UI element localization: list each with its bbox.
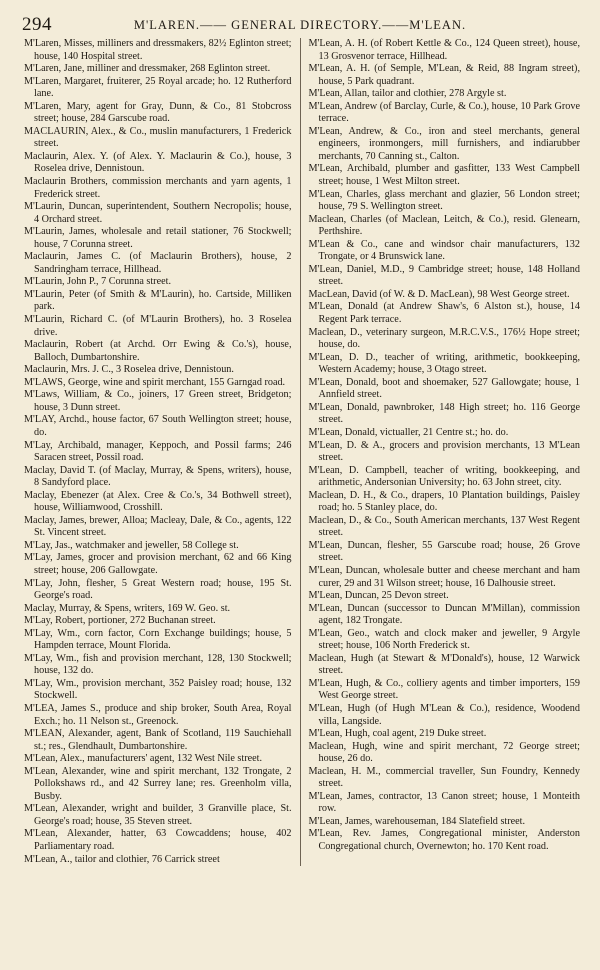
directory-entry: M'Laurin, James, wholesale and retail stationer, 76 Stockwell; house, 7 Corunna street. (24, 226, 292, 250)
directory-entry: M'Lean, Daniel, M.D., 9 Cambridge street; house, 148 Holland street. (308, 263, 580, 288)
directory-entry: Maclean, D., & Co., South American merchants, 137 West Regent street. (308, 514, 580, 539)
directory-entry: M'Lay, James, grocer and provision merchant, 62 and 66 King street; house, 206 Gallowgate. (24, 552, 292, 576)
directory-entry: Maclean, D., veterinary surgeon, M.R.C.V.S., 176½ Hope street; house, do. (308, 326, 580, 351)
directory-entry: M'Lean, Rev. James, Congregational minister, Anderston Congregational church, Overnewton; ho. 170 Kent road. (308, 828, 580, 852)
directory-entry: M'Lean, Duncan (successor to Duncan M'Millan), commission agent, 182 Trongate. (308, 602, 580, 627)
directory-entry: M'LEAN, Alexander, agent, Bank of Scotland, 119 Sauchiehall st.; res., Glendhault, Dumbartonshire. (24, 728, 292, 752)
directory-entry: Maclean, Charles (of Maclean, Leitch, & Co.), resid. Glenearn, Perthshire. (308, 213, 580, 238)
directory-entry: M'Lean, Alexander, hatter, 63 Cowcaddens; house, 402 Parliamentary road. (24, 828, 292, 852)
directory-entry: M'Lean, A., tailor and clothier, 76 Carrick street (24, 853, 220, 865)
left-column (14, 38, 300, 866)
page-header (14, 12, 586, 38)
directory-columns (14, 38, 586, 866)
directory-entry: Maclaurin, Robert (at Archd. Orr Ewing & Co.'s), house, Balloch, Dumbartonshire. (24, 339, 292, 363)
directory-entry: M'LAY, Archd., house factor, 67 South Wellington street; house, do. (24, 414, 292, 438)
directory-entry: M'Lay, Wm., fish and provision merchant, 128, 130 Stockwell; house, 132 do. (24, 652, 292, 677)
directory-entry: Maclaurin, James C. (of Maclaurin Brothers), house, 2 Sandringham terrace, Hillhead. (24, 251, 292, 275)
directory-entry: M'Lean, Archibald, plumber and gasfitter, 133 West Campbell street; house, 1 West Milton street. (308, 163, 580, 188)
directory-entry: M'Lean, Hugh, & Co., colliery agents and timber importers, 159 West George street. (308, 677, 580, 702)
right-column (301, 38, 587, 866)
directory-entry: M'Lay, Wm., provision merchant, 352 Paisley road; house, 132 Stockwell. (24, 677, 292, 702)
directory-entry: M'Lean, Alex., manufacturers' agent, 132 West Nile street. (24, 753, 263, 765)
directory-entry: M'Lay, Archibald, manager, Keppoch, and Possil farms; 246 Saracen street, Possil road. (24, 439, 292, 464)
directory-entry: M'Lay, John, flesher, 5 Great Western road; house, 195 St. George's road. (24, 577, 292, 602)
directory-entry: Maclay, James, brewer, Alloa; Macleay, Dale, & Co., agents, 122 St. Vincent street. (24, 514, 292, 539)
directory-entry: Maclay, David T. (of Maclay, Murray, & Spens, writers), house, 8 Sandyford place. (24, 464, 292, 489)
directory-entry: M'Lean, James, contractor, 13 Canon street; house, 1 Monteith row. (308, 790, 580, 815)
directory-entry: M'LEA, James S., produce and ship broker, South Area, Royal Exch.; ho. 11 Nelson st., Greenock. (24, 702, 292, 727)
running-title: M'LAREN.—— GENERAL DIRECTORY.——M'LEAN. (133, 18, 467, 32)
directory-entry: M'Lean, D. Campbell, teacher of writing, bookkeeping, and arithmetic, Andersonian University; ho. 63 John street, city. (308, 464, 580, 489)
directory-entry: Maclean, Hugh, wine and spirit merchant, 72 George street; house, 26 do. (308, 740, 580, 765)
directory-entry: M'Lean, Charles, glass merchant and glazier, 56 London street; house, 79 S. Wellington street. (308, 188, 580, 213)
directory-entry: M'LAWS, George, wine and spirit merchant, 155 Garngad road. (24, 376, 286, 388)
directory-entry: MACLAURIN, Alex., & Co., muslin manufacturers, 1 Frederick street. (24, 125, 292, 150)
directory-entry: M'Lean, A. H. (of Robert Kettle & Co., 124 Queen street), house, 13 Grosvenor terrace, Hillhead. (308, 38, 580, 62)
directory-entry: M'Lay, Robert, portioner, 272 Buchanan street. (24, 615, 216, 627)
directory-entry: M'Laren, Mary, agent for Gray, Dunn, & Co., 81 Stobcross street; house, 284 Garscube road. (24, 100, 292, 125)
directory-entry: M'Lean, Andrew, & Co., iron and steel merchants, general engineers, ironmongers, mill furnishers, and indiarubber merchants, 70 Canning st., Calton. (308, 125, 580, 162)
directory-entry: M'Lean, A. H. (of Semple, M'Lean, & Reid, 88 Ingram street), house, 5 Park quadrant. (308, 63, 580, 87)
directory-entry: M'Lean, D. D., teacher of writing, arithmetic, bookkeeping, Western Academy; house, 3 Otago street. (308, 351, 580, 376)
directory-entry: M'Lean, James, warehouseman, 184 Slatefield street. (308, 815, 526, 827)
directory-entry: M'Lay, Wm., corn factor, Corn Exchange buildings; house, 5 Hampden terrace, Mount Florida. (24, 627, 292, 652)
directory-entry: M'Lean, Hugh (of Hugh M'Lean & Co.), residence, Woodend villa, Langside. (308, 702, 580, 727)
directory-entry: Maclean, H. M., commercial traveller, Sun Foundry, Kennedy street. (308, 765, 580, 790)
directory-entry: M'Lean, Alexander, wright and builder, 3 Granville place, St. George's road; house, 35 Steven street. (24, 803, 292, 827)
directory-entry: M'Lean, Donald, pawnbroker, 148 High street; ho. 116 George street. (308, 401, 580, 426)
directory-entry: Maclay, Murray, & Spens, writers, 169 W. Geo. st. (24, 602, 231, 614)
directory-entry: M'Lay, Jas., watchmaker and jeweller, 58 College st. (24, 539, 239, 551)
directory-entry: Maclean, Hugh (at Stewart & M'Donald's), house, 12 Warwick street. (308, 652, 580, 677)
directory-entry: M'Lean, Allan, tailor and clothier, 278 Argyle st. (308, 88, 507, 100)
directory-entry: M'Laren, Margaret, fruiterer, 25 Royal arcade; ho. 12 Rutherford lane. (24, 75, 292, 100)
directory-entry: M'Laurin, Richard C. (of M'Laurin Brothers), ho. 3 Roselea drive. (24, 314, 292, 338)
directory-entry: Maclaurin Brothers, commission merchants and yarn agents, 1 Frederick street. (24, 176, 292, 200)
directory-entry: M'Lean, Duncan, flesher, 55 Garscube road; house, 26 Grove street. (308, 539, 580, 564)
directory-entry: M'Lean, Geo., watch and clock maker and jeweller, 9 Argyle street; house, 106 North Frederick st. (308, 627, 580, 652)
directory-entry: MacLean, David (of W. & D. MacLean), 98 West George street. (308, 288, 570, 300)
directory-entry: M'Lean, D. & A., grocers and provision merchants, 13 M'Lean street. (308, 439, 580, 464)
directory-entry: M'Lean, Duncan, wholesale butter and cheese merchant and ham curer, 29 and 31 Wilson street; house, 16 Dalhousie street. (308, 564, 580, 589)
directory-entry: Maclaurin, Alex. Y. (of Alex. Y. Maclaurin & Co.), house, 3 Roselea drive, Dennistoun. (24, 150, 292, 175)
directory-entry: M'Laren, Misses, milliners and dressmakers, 82½ Eglinton street; house, 140 Hospital street. (24, 38, 292, 62)
directory-entry: M'Lean, Donald, victualler, 21 Centre st.; ho. do. (308, 426, 509, 438)
directory-entry: Maclean, D. H., & Co., drapers, 10 Plantation buildings, Paisley road; ho. 5 Stanley place, do. (308, 489, 580, 514)
directory-entry: M'Laurin, Duncan, superintendent, Southern Necropolis; house, 4 Orchard street. (24, 201, 292, 225)
directory-entry: M'Lean, Andrew (of Barclay, Curle, & Co.), house, 10 Park Grove terrace. (308, 100, 580, 125)
directory-entry: M'Laren, Jane, milliner and dressmaker, 268 Eglinton street. (24, 63, 271, 75)
directory-entry: M'Lean, Alexander, wine and spirit merchant, 132 Trongate, 2 Pollokshaws rd., and 42 Surrey lane; res. Greenholm villa, Busby. (24, 765, 292, 802)
directory-entry: M'Laws, William, & Co., joiners, 17 Green street, Bridgeton; house, 3 Dunn street. (24, 389, 292, 413)
directory-entry: M'Lean & Co., cane and windsor chair manufacturers, 132 Trongate, or 4 Brunswick lane. (308, 238, 580, 263)
directory-entry: Maclaurin, Mrs. J. C., 3 Roselea drive, Dennistoun. (24, 364, 234, 376)
directory-entry: Maclay, Ebenezer (at Alex. Cree & Co.'s, 34 Bothwell street), house, Williamwood, Crosshill. (24, 489, 292, 514)
directory-entry: M'Lean, Donald (at Andrew Shaw's, 6 Alston st.), house, 14 Regent Park terrace. (308, 301, 580, 326)
directory-entry: M'Lean, Hugh, coal agent, 219 Duke street. (308, 728, 487, 740)
directory-entry: M'Laurin, Peter (of Smith & M'Laurin), ho. Cartside, Milliken park. (24, 288, 292, 313)
directory-entry: M'Laurin, John P., 7 Corunna street. (24, 276, 171, 288)
directory-entry: M'Lean, Donald, boot and shoemaker, 527 Gallowgate; house, 1 Annfield street. (308, 376, 580, 401)
page-number: 294 (22, 14, 52, 35)
directory-entry: M'Lean, Duncan, 25 Devon street. (308, 590, 449, 602)
